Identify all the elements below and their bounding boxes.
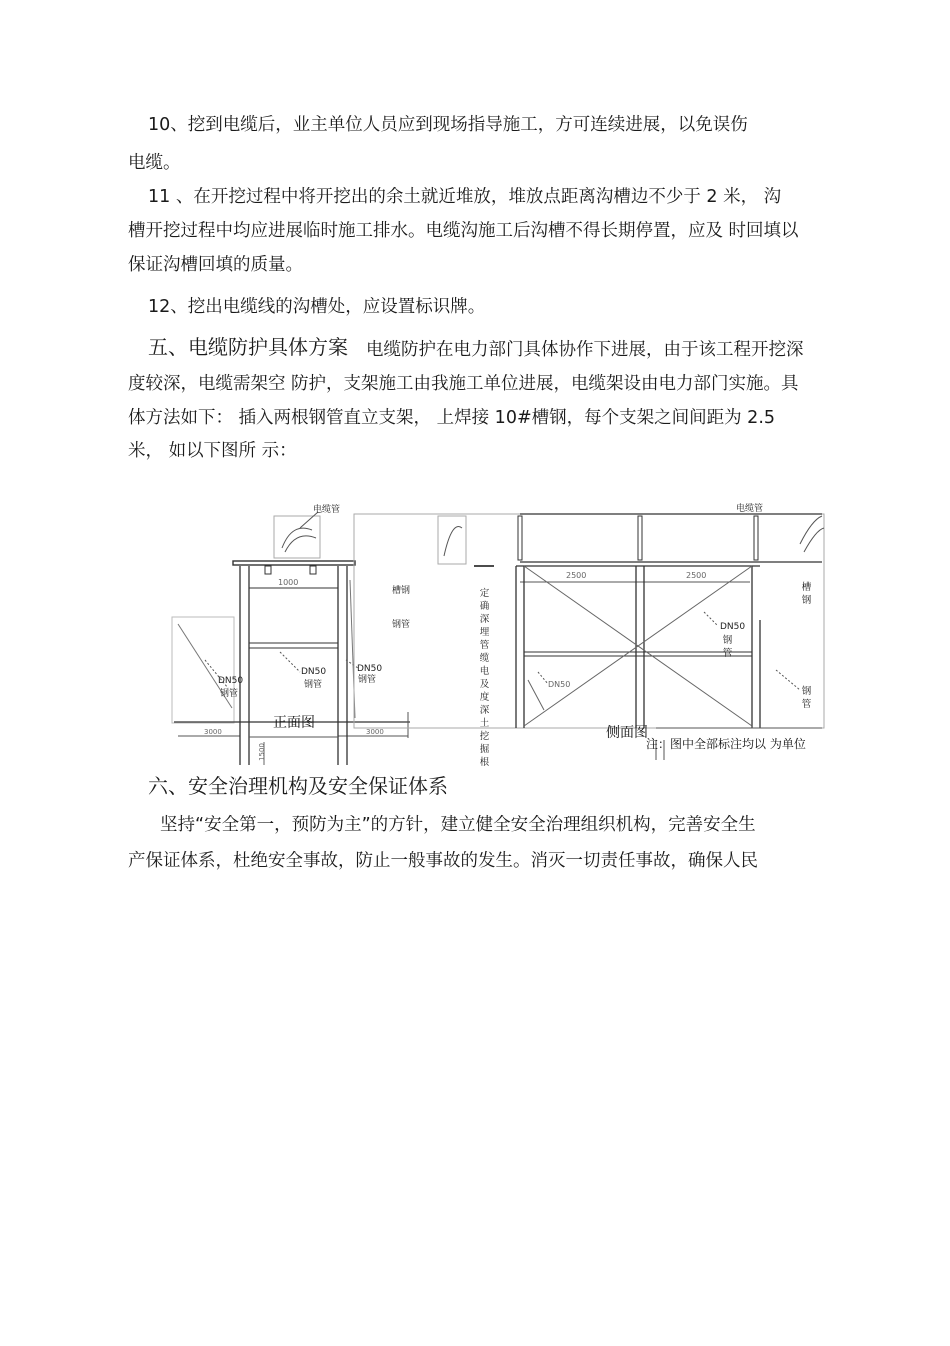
section-5-line-1: 电缆防护在电力部门具体协作下进展，由于该工程开挖深 <box>366 340 804 360</box>
front-channel-steel <box>233 561 355 565</box>
section-5-line-2: 度较深，电缆需架空 防护，支架施工由我施工单位进展，电缆架设由电力部门实施。具 <box>128 374 799 394</box>
front-dn50-right: DN50 <box>357 664 383 674</box>
section-6-heading: 六、安全治理机构及安全保证体系 <box>148 774 448 798</box>
front-steel-pipe-mid: 钢管 <box>304 680 323 690</box>
front-dim-1000: 1000 <box>278 578 299 587</box>
front-dn50-left: DN50 <box>218 676 244 686</box>
side-view-caption: 侧面图 <box>606 725 648 741</box>
paragraph-11-line-2: 槽开挖过程中均应进展临时施工排水。电缆沟施工后沟槽不得长期停置，应及 时回填以 <box>128 221 799 241</box>
channel-steel-label: 槽钢 <box>392 586 411 596</box>
side-dn50-small: DN50 <box>548 680 571 689</box>
side-dim-2500-left: 2500 <box>566 571 587 580</box>
front-dim-3000-right: 3000 <box>366 728 384 736</box>
front-steel-pipe-left: 钢管 <box>220 689 239 699</box>
steel-pipe-label: 钢管 <box>392 620 411 630</box>
paragraph-11-line-1: 11 、在开挖过程中将开挖出的余土就近堆放，堆放点距离沟槽边不少于 2 米， 沟 <box>148 187 782 207</box>
side-steel-pipe-right-label: 钢管 <box>801 686 812 710</box>
section-5-line-4: 米， 如以下图所 示： <box>128 441 297 461</box>
front-left-soil-box <box>172 617 234 723</box>
paragraph-10-line-1: 10、挖到电缆后，业主单位人员应到现场指导施工，方可连续进展，以免误伤 <box>148 115 748 135</box>
side-dn50-label: DN50 <box>720 622 746 632</box>
side-channel-steel-label: 槽钢 <box>801 582 812 606</box>
paragraph-10-line-2: 电缆。 <box>128 153 181 173</box>
section-5-heading: 五、电缆防护具体方案 <box>148 335 348 359</box>
side-steel-pipe-label: 钢管 <box>722 635 733 659</box>
paragraph-11-line-3: 保证沟槽回填的质量。 <box>128 255 303 275</box>
section-5-line-3: 体方法如下： 插入两根钢管直立支架， 上焊接 10#槽钢，每个支架之间间距为 2.5 <box>128 408 776 428</box>
vertical-depth-note: 定确深埋管缆电及度深土挖掘根 <box>479 588 490 768</box>
front-dn50-mid: DN50 <box>301 667 327 677</box>
front-view-caption: 正面图 <box>273 715 315 731</box>
side-dim-2500-right: 2500 <box>686 571 707 580</box>
front-dim-3000-left: 3000 <box>204 728 222 736</box>
paragraph-12-line-1: 12、挖出电缆线的沟槽处，应设置标识牌。 <box>148 297 486 317</box>
front-dim-1500: 1500 <box>257 743 266 761</box>
section-6-line-1: 坚持“安全第一，预防为主”的方针，建立健全安全治理组织机构，完善安全生 <box>160 815 756 835</box>
section-6-line-2: 产保证体系，杜绝安全事故，防止一般事故的发生。消灭一切责任事故，确保人民 <box>128 851 758 871</box>
front-cable-pipe-label: 电缆管 <box>313 505 341 515</box>
side-cable-pipe-label: 电缆管 <box>736 504 764 514</box>
front-steel-pipe-right: 钢管 <box>358 675 377 685</box>
figure-unit-note: 注：图中全部标注均以 为单位 <box>646 737 806 751</box>
